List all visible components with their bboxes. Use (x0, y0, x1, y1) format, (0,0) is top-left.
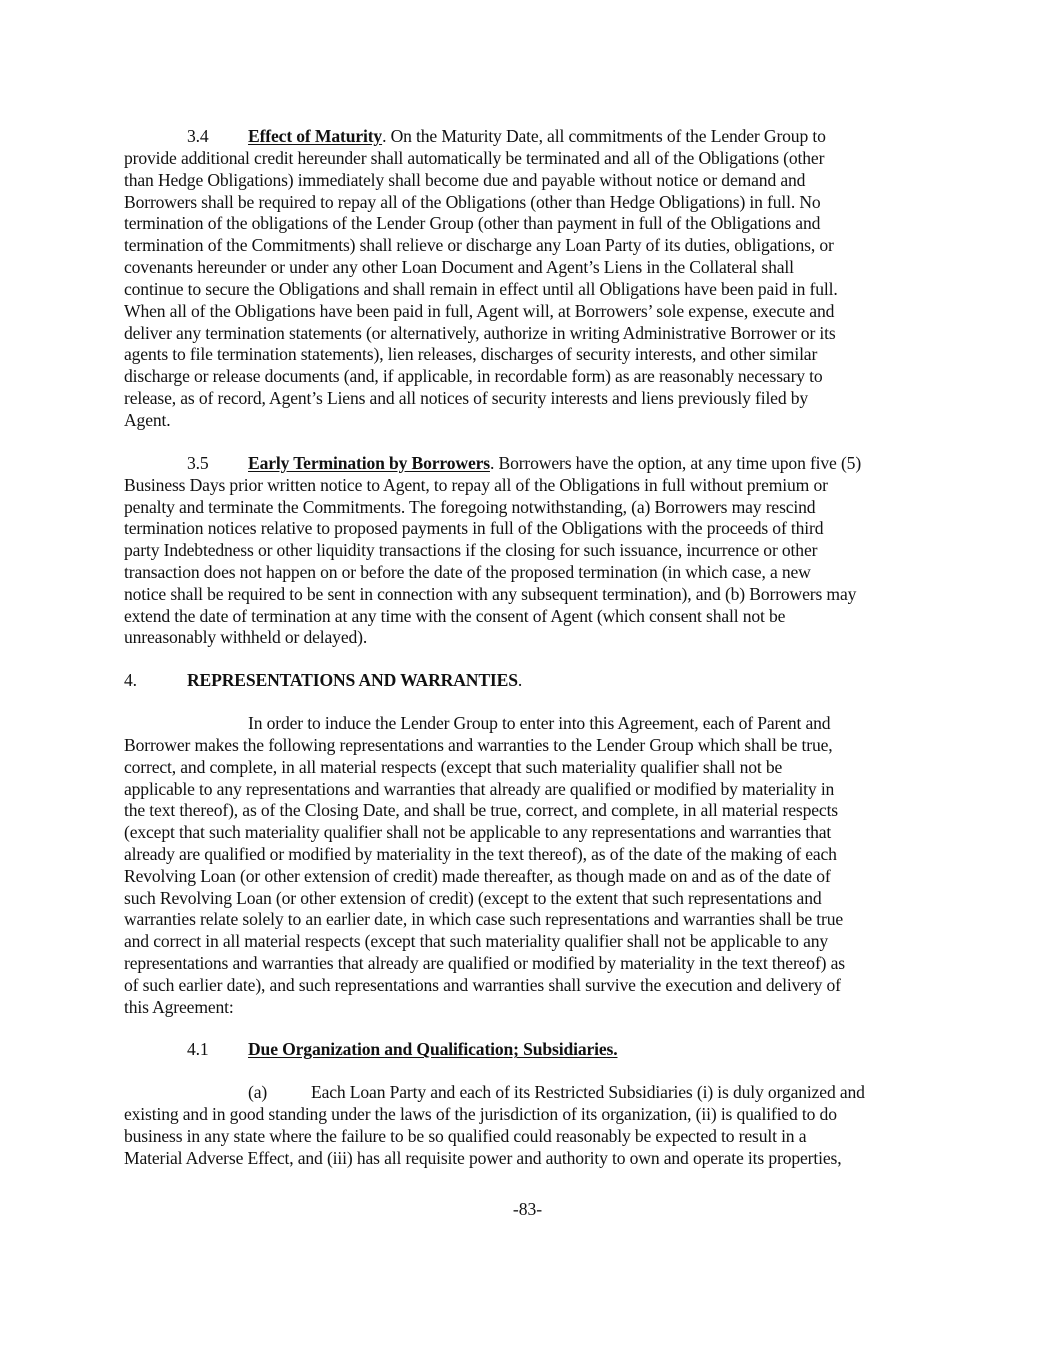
text-line: Borrowers shall be required to repay all of the Obligations (other than Hedge Obligations) in full. No (124, 192, 821, 212)
text-line: warranties relate solely to an earlier date, in which case such representations and warranties shall be true (124, 909, 844, 929)
text-line: continue to secure the Obligations and shall remain in effect until all Obligations have been paid in full. (124, 279, 838, 299)
text-line: Material Adverse Effect, and (iii) has all requisite power and authority to own and operate its properties, (124, 1148, 842, 1168)
text-line: party Indebtedness or other liquidity transactions if the closing for such issuance, incurrence or other (124, 540, 818, 560)
paragraph-text: Each Loan Party and each of its Restricted Subsidiaries (i) is duly organized and (311, 1082, 865, 1102)
section-number: 4. (124, 670, 137, 690)
text-line: penalty and terminate the Commitments. The foregoing notwithstanding, (a) Borrowers may rescind (124, 497, 816, 517)
text-line: termination of the obligations of the Lender Group (other than payment in full of the Obligations and (124, 213, 821, 233)
section-number: 3.4 (187, 126, 209, 146)
text-line: business in any state where the failure to be so qualified could reasonably be expected to result in a (124, 1126, 807, 1146)
text-line: In order to induce the Lender Group to enter into this Agreement, each of Parent and (248, 713, 831, 733)
text-line: correct, and complete, in all material respects (except that such materiality qualifier shall not be (124, 757, 783, 777)
text-line: Business Days prior written notice to Agent, to repay all of the Obligations in full without premium or (124, 475, 828, 495)
text-line: termination of the Commitments) shall relieve or discharge any Loan Party of its duties, obligations, or (124, 235, 834, 255)
text-line: When all of the Obligations have been paid in full, Agent will, at Borrowers’ sole expense, execute and (124, 301, 835, 321)
page-number: -83- (512, 1199, 543, 1219)
section-heading: Due Organization and Qualification; Subsidiaries. (248, 1039, 618, 1059)
subsection-label: (a) (248, 1082, 268, 1102)
text-line: transaction does not happen on or before the date of the proposed termination (in which case, a new (124, 562, 811, 582)
text-line: release, as of record, Agent’s Liens and all notices of security interests and liens previously filed by (124, 388, 809, 408)
text-line: already are qualified or modified by materiality in the text thereof), as of the date of the making of each (124, 844, 837, 864)
text-line: Revolving Loan (or other extension of credit) made thereafter, as though made on and as of the date of (124, 866, 831, 886)
text-line: representations and warranties that already are qualified or modified by materiality in the text thereof) as (124, 953, 845, 973)
subsection-a-first-line (248, 1081, 865, 1103)
text-line: (except that such materiality qualifier shall not be applicable to any representations and warranties that (124, 822, 832, 842)
text-line: applicable to any representations and warranties that already are qualified or modified by materiality in (124, 779, 835, 799)
text-line: than Hedge Obligations) immediately shall become due and payable without notice or demand and (124, 170, 806, 190)
section-heading: Early Termination by Borrowers (248, 453, 490, 473)
paragraph-text: . On the Maturity Date, all commitments of the Lender Group to (382, 126, 826, 146)
text-line: extend the date of termination at any time with the consent of Agent (which consent shall not be (124, 606, 786, 626)
text-line: of such earlier date), and such representations and warranties shall survive the execution and delivery of (124, 975, 841, 995)
text-line: deliver any termination statements (or alternatively, authorize in writing Administrative Borrower or its (124, 323, 836, 343)
section-4-heading-line (124, 669, 522, 691)
text-line: Agent. (124, 410, 171, 430)
section-3-5-first-line (187, 452, 861, 474)
text-line: agents to file termination statements), lien releases, discharges of security interests, and other similar (124, 344, 818, 364)
text-line: covenants hereunder or under any other Loan Document and Agent’s Liens in the Collateral shall (124, 257, 794, 277)
text-line: notice shall be required to be sent in connection with any subsequent termination), and (b) Borrowers may (124, 584, 857, 604)
text-line: unreasonably withheld or delayed). (124, 627, 368, 647)
text-line: the text thereof), as of the Closing Date, and shall be true, correct, and complete, in all material respects (124, 800, 839, 820)
text-line: Borrower makes the following representations and warranties to the Lender Group which shall be true, (124, 735, 833, 755)
section-number: 3.5 (187, 453, 209, 473)
text-line: termination notices relative to proposed payments in full of the Obligations with the proceeds of third (124, 518, 824, 538)
text-line: discharge or release documents (and, if applicable, in recordable form) as are reasonably necessary to (124, 366, 823, 386)
section-3-4-first-line (187, 125, 826, 147)
text-line: and correct in all material respects (except that such materiality qualifier shall not be applicable to any (124, 931, 829, 951)
text-line: existing and in good standing under the laws of the jurisdiction of its organization, (ii) is qualified to do (124, 1104, 837, 1124)
text-line: such Revolving Loan (or other extension of credit) (except to the extent that such representations and (124, 888, 822, 908)
paragraph-text: . Borrowers have the option, at any time upon five (5) (489, 453, 862, 473)
text-line: this Agreement: (124, 997, 234, 1017)
text-line: provide additional credit hereunder shall automatically be terminated and all of the Obligations (other (124, 148, 825, 168)
section-number: 4.1 (187, 1039, 209, 1059)
section-heading: Effect of Maturity (248, 126, 383, 146)
section-heading: REPRESENTATIONS AND WARRANTIES (187, 670, 518, 690)
heading-suffix: . (517, 670, 523, 690)
section-4-1-heading-line (187, 1038, 618, 1060)
